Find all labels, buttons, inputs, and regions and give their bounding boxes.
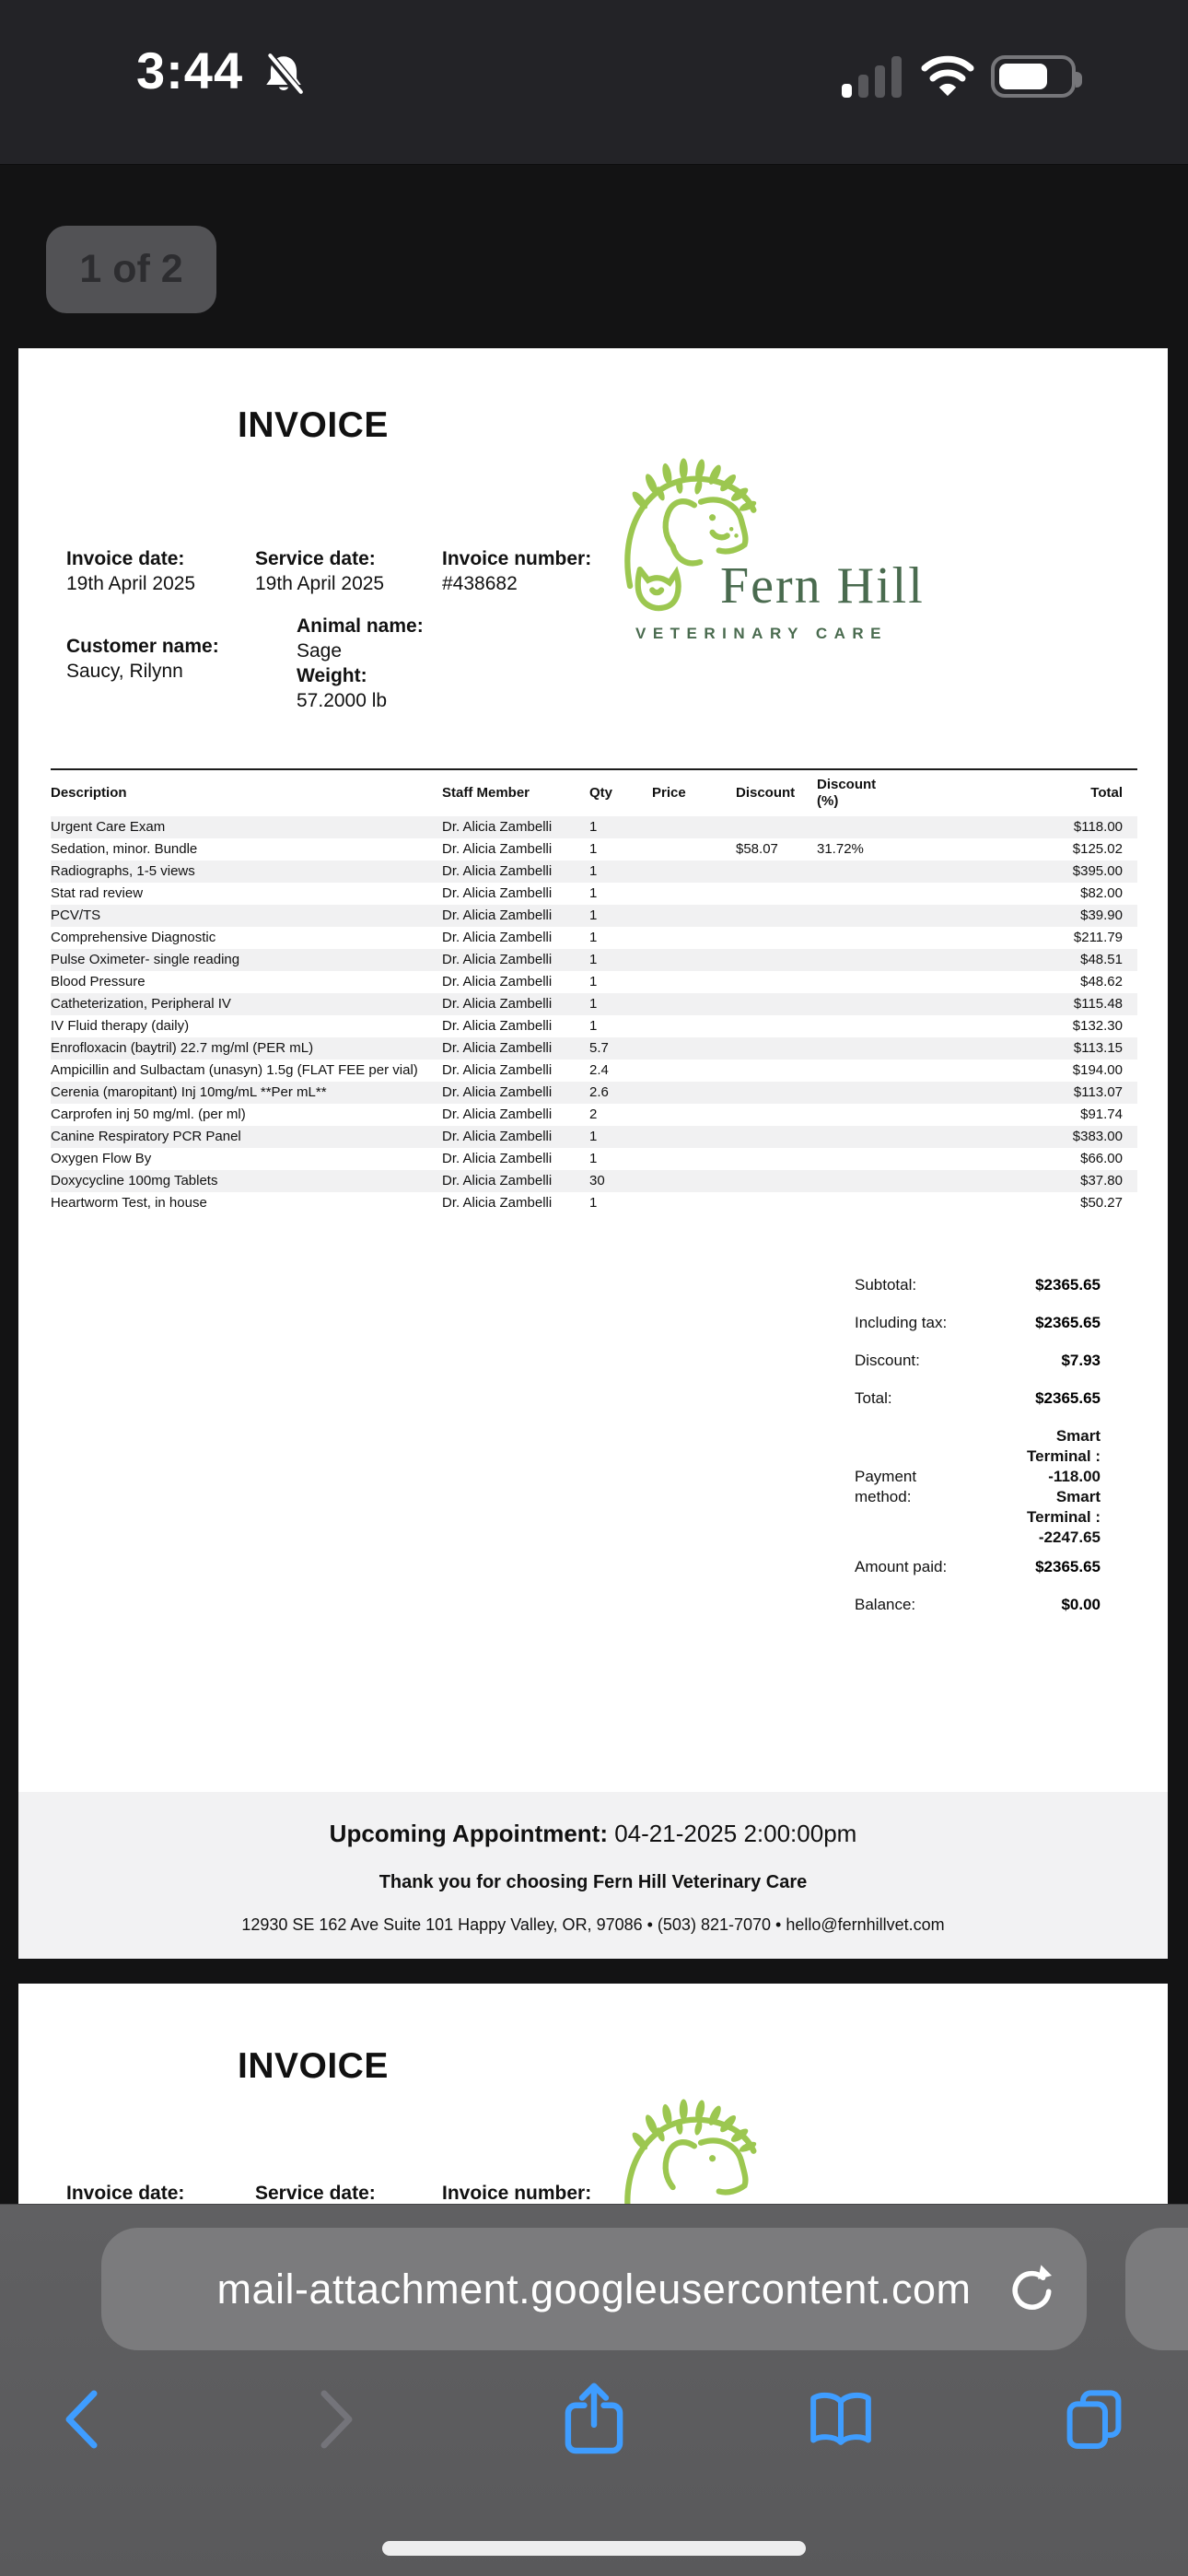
cell-total: $113.07 [1073,1084,1123,1100]
cell-qty: 2 [589,1107,598,1122]
cell-staff: Dr. Alicia Zambelli [442,863,553,879]
invoice-date-block [66,546,195,596]
col-header-discount-pct: Discount (%) [817,777,877,809]
cell-total: $48.62 [1080,974,1123,989]
cell-total: $194.00 [1072,1062,1123,1078]
next-tab-peek[interactable] [1125,2228,1188,2350]
cell-total: $118.00 [1073,819,1123,835]
cell-total: $125.02 [1072,841,1123,857]
animal-name-value: Sage [297,640,343,662]
address-bar[interactable] [101,2228,1087,2350]
cell-qty: 1 [589,863,598,879]
totals-value: $0.00 [1061,1596,1101,1613]
cell-qty: 2.4 [589,1062,609,1078]
payment-method-value [1027,1426,1101,1548]
cell-description: Doxycycline 100mg Tablets [51,1173,218,1188]
table-row [51,1015,1137,1037]
service-date-block-page2 [255,2181,376,2206]
appointment-label: Upcoming Appointment: [329,1820,608,1847]
payment-method-line: Smart [1055,1427,1101,1445]
cell-total: $39.90 [1080,907,1123,923]
cell-description: Radiographs, 1-5 views [51,863,195,879]
cell-qty: 2.6 [589,1084,609,1100]
appointment-value: 04-21-2025 2:00:00pm [608,1820,857,1847]
cell-staff: Dr. Alicia Zambelli [442,1018,553,1034]
totals-row [855,1351,1101,1371]
invoice-footer [18,1792,1168,1959]
silent-mode-bell-slash-icon [262,52,306,100]
payment-method-line: Terminal : [1027,1508,1101,1526]
invoice-title: INVOICE [238,405,389,445]
cell-description: Ampicillin and Sulbactam (unasyn) 1.5g (FLAT FEE per vial) [51,1062,418,1078]
cell-total: $113.15 [1073,1040,1123,1056]
payment-method-line: -118.00 [1048,1468,1101,1485]
animal-block [297,614,424,713]
cell-staff: Dr. Alicia Zambelli [442,974,553,989]
payment-method-row [855,1426,1101,1548]
col-header-staff: Staff Member [442,785,530,801]
cell-total: $211.79 [1073,930,1123,945]
battery-icon [991,55,1076,98]
cell-description: Catheterization, Peripheral IV [51,996,231,1012]
table-row [51,1192,1137,1214]
totals-label: Amount paid: [855,1558,948,1575]
col-header-discount: Discount [736,785,796,801]
totals-value: $2365.65 [1035,1276,1101,1294]
cell-description: Pulse Oximeter- single reading [51,952,240,967]
cell-qty: 5.7 [589,1040,609,1056]
cell-qty: 1 [589,885,598,901]
cell-qty: 1 [589,930,598,945]
invoice-number-label-page2: Invoice number: [442,2183,592,2204]
totals-section [855,1275,1101,1633]
cell-description: Enrofloxacin (baytril) 22.7 mg/ml (PER mL) [51,1040,314,1056]
cell-staff: Dr. Alicia Zambelli [442,885,553,901]
payment-method-line: -2247.65 [1038,1528,1101,1546]
invoice-number-block [442,546,591,596]
totals-value: $2365.65 [1035,1314,1101,1331]
cell-description: Cerenia (maropitant) Inj 10mg/mL **Per mL** [51,1084,327,1100]
table-row [51,1104,1137,1126]
page-indicator-label: 1 of 2 [79,247,183,291]
table-row [51,971,1137,993]
table-body [51,816,1137,1214]
table-row [51,816,1137,838]
table-row [51,993,1137,1015]
cell-qty: 1 [589,1151,598,1166]
cell-total: $50.27 [1080,1195,1123,1211]
totals-row [855,1275,1101,1295]
status-bar [0,0,1188,165]
cell-qty: 1 [589,841,598,857]
reload-icon[interactable] [1006,2261,1059,2323]
col-header-total: Total [1090,785,1123,801]
totals-label: Subtotal: [855,1276,917,1294]
payment-method-label: Payment method: [855,1468,917,1505]
cell-staff: Dr. Alicia Zambelli [442,841,553,857]
customer-block [66,634,219,684]
col-header-description: Description [51,785,127,801]
payment-method-line: Terminal : [1027,1447,1101,1465]
cell-total: $37.80 [1080,1173,1123,1188]
cell-staff: Dr. Alicia Zambelli [442,819,553,835]
cell-description: Oxygen Flow By [51,1151,152,1166]
table-header-row [51,770,1137,816]
cell-staff: Dr. Alicia Zambelli [442,1040,553,1056]
cell-staff: Dr. Alicia Zambelli [442,930,553,945]
cell-total: $82.00 [1080,885,1123,901]
table-row [51,905,1137,927]
cell-qty: 1 [589,974,598,989]
table-row [51,1148,1137,1170]
invoice-date-label: Invoice date: [66,548,185,569]
cellular-signal-icon [842,55,902,98]
address-bar-url[interactable]: mail-attachment.googleusercontent.com [216,2265,972,2313]
invoice-date-label-page2: Invoice date: [66,2183,185,2204]
invoice-date-block-page2 [66,2181,184,2206]
cell-discount-pct: 31.72% [817,841,864,857]
totals-value: $7.93 [1061,1352,1101,1369]
cell-total: $115.48 [1073,996,1123,1012]
service-date-value: 19th April 2025 [255,573,385,594]
tabs-icon[interactable] [1061,2385,1127,2456]
pdf-page-indicator [46,226,216,313]
totals-label: Balance: [855,1596,916,1613]
animal-name-label: Animal name: [297,615,424,637]
service-date-block [255,546,384,596]
cell-total: $48.51 [1080,952,1123,967]
totals-row [855,1595,1101,1615]
cell-total: $132.30 [1072,1018,1123,1034]
cell-total: $91.74 [1080,1107,1123,1122]
forward-button[interactable] [317,2389,357,2454]
service-date-label: Service date: [255,548,376,569]
col-header-qty: Qty [589,785,613,801]
cell-discount: $58.07 [736,841,778,857]
cell-description: Stat rad review [51,885,144,901]
invoice-number-value: #438682 [442,573,518,594]
line-item-table [51,768,1137,1214]
wifi-icon [919,53,976,102]
cell-description: Urgent Care Exam [51,819,166,835]
totals-value: $2365.65 [1035,1558,1101,1575]
cell-qty: 1 [589,819,598,835]
totals-label: Discount: [855,1352,920,1369]
totals-row [855,1388,1101,1409]
cell-total: $395.00 [1072,863,1123,879]
service-date-label-page2: Service date: [255,2183,376,2204]
upcoming-appointment [18,1820,1168,1848]
safari-bottom-bar [0,2204,1188,2576]
cell-qty: 1 [589,1018,598,1034]
weight-value: 57.2000 lb [297,690,388,711]
logo-tagline: VETERINARY CARE [635,625,889,642]
cell-staff: Dr. Alicia Zambelli [442,1062,553,1078]
table-row [51,1170,1137,1192]
table-row [51,1037,1137,1060]
totals-row [855,1313,1101,1333]
invoice-number-label: Invoice number: [442,548,592,569]
totals-label: Total: [855,1389,892,1407]
cell-total: $383.00 [1072,1129,1123,1144]
thank-you-line: Thank you for choosing Fern Hill Veterinary Care [379,1872,808,1892]
cell-description: IV Fluid therapy (daily) [51,1018,190,1034]
cell-total: $66.00 [1080,1151,1123,1166]
weight-label: Weight: [297,665,367,686]
cell-staff: Dr. Alicia Zambelli [442,952,553,967]
customer-name-label: Customer name: [66,636,219,657]
cell-staff: Dr. Alicia Zambelli [442,1151,553,1166]
invoice-number-block-page2 [442,2181,591,2206]
cell-qty: 1 [589,952,598,967]
bookmarks-icon[interactable] [807,2391,875,2454]
cell-description: Heartworm Test, in house [51,1195,207,1211]
logo-name: Fern Hill [720,557,925,615]
cell-qty: 1 [589,907,598,923]
col-header-price: Price [652,785,686,801]
cell-description: Blood Pressure [51,974,146,989]
totals-row [855,1557,1101,1577]
share-icon[interactable] [560,2382,628,2462]
table-row [51,838,1137,861]
payment-method-line: Smart [1055,1488,1101,1505]
invoice-title-page2: INVOICE [238,2046,389,2086]
cell-staff: Dr. Alicia Zambelli [442,1107,553,1122]
cell-staff: Dr. Alicia Zambelli [442,1129,553,1144]
table-row [51,861,1137,883]
cell-staff: Dr. Alicia Zambelli [442,996,553,1012]
cell-qty: 1 [589,1129,598,1144]
cell-description: Carprofen inj 50 mg/ml. (per ml) [51,1107,246,1122]
cell-staff: Dr. Alicia Zambelli [442,1084,553,1100]
fern-hill-logo [615,451,1002,650]
table-row [51,1082,1137,1104]
customer-name-value: Saucy, Rilynn [66,661,183,682]
table-row [51,1126,1137,1148]
cell-qty: 1 [589,996,598,1012]
cell-description: Sedation, minor. Bundle [51,841,198,857]
totals-label: Including tax: [855,1314,948,1331]
clock: 3:44 [136,41,244,100]
cell-qty: 1 [589,1195,598,1211]
table-row [51,883,1137,905]
cell-description: Comprehensive Diagnostic [51,930,216,945]
invoice-page-1[interactable] [18,348,1168,1959]
table-row [51,949,1137,971]
invoice-date-value: 19th April 2025 [66,573,196,594]
home-indicator[interactable] [382,2541,806,2556]
cell-staff: Dr. Alicia Zambelli [442,907,553,923]
table-row [51,927,1137,949]
clinic-address-line: 12930 SE 162 Ave Suite 101 Happy Valley, OR, 97086 • (503) 821-7070 • hello@fernhillvet.com [241,1915,945,1934]
cell-description: Canine Respiratory PCR Panel [51,1129,241,1144]
cell-description: PCV/TS [51,907,101,923]
cell-qty: 30 [589,1173,605,1188]
cell-staff: Dr. Alicia Zambelli [442,1195,553,1211]
back-button[interactable] [61,2389,101,2454]
cell-staff: Dr. Alicia Zambelli [442,1173,553,1188]
totals-value: $2365.65 [1035,1389,1101,1407]
table-row [51,1060,1137,1082]
